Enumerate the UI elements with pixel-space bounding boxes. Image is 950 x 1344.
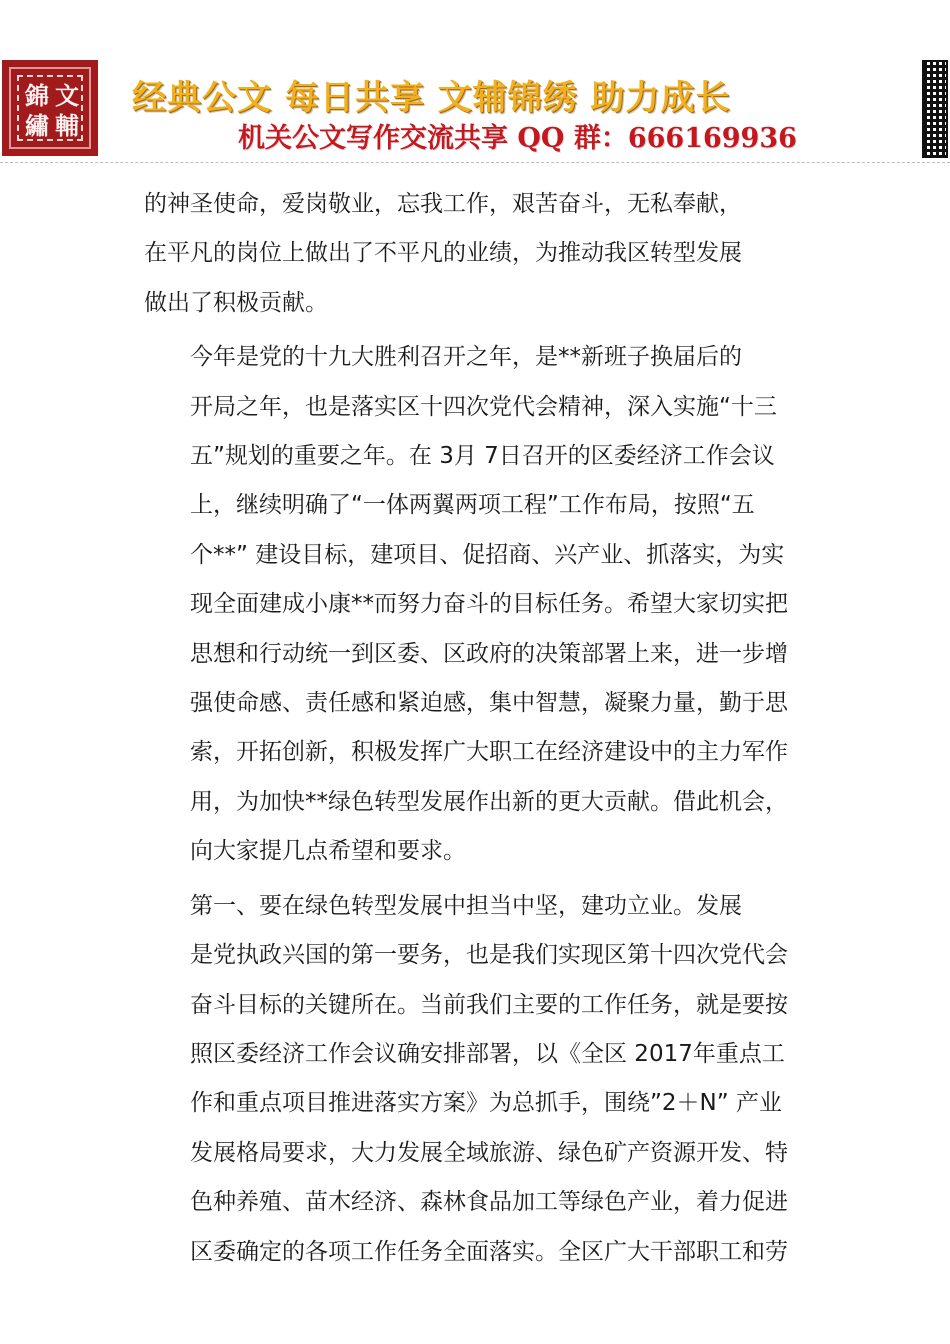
paragraph [144, 180, 814, 328]
seal-char: 繡 [25, 111, 49, 140]
paragraph [144, 882, 814, 1277]
text-line: 作和重点项目推进落实方案》为总抓手，围绕”2＋N” 产业 [190, 1090, 782, 1117]
page-header [0, 0, 950, 163]
qr-code-icon [922, 60, 948, 158]
text-line: 思想和行动统一到区委、区政府的决策部署上来，进一步增 [190, 640, 788, 667]
text-line: 个**” 建设目标，建项目、促招商、兴产业、抓落实，为实 [190, 541, 785, 568]
text-line: 发展格局要求，大力发展全域旅游、绿色矿产资源开发、特 [190, 1139, 788, 1166]
text-line: 区委确定的各项工作任务全面落实。全区广大干部职工和劳 [190, 1238, 788, 1265]
seal-char: 錦 [25, 81, 49, 110]
text-line: 做出了积极贡献。 [144, 289, 328, 316]
paragraph [144, 333, 814, 876]
text-line: 的神圣使命，爱岗敬业，忘我工作，艰苦奋斗，无私奉献， [144, 191, 742, 217]
text-line: 索，开拓创新，积极发挥广大职工在经济建设中的主力军作 [190, 739, 788, 766]
header-slogan: 经典公文 每日共享 文辅锦绣 助力成长 [132, 78, 731, 118]
text-line: 上，继续明确了“一体两翼两项工程”工作布局，按照“五 [190, 492, 755, 519]
seal-logo [2, 60, 98, 156]
document-body [144, 180, 814, 1282]
text-line: 向大家提几点希望和要求。 [190, 838, 466, 865]
text-line: 色种养殖、苗木经济、森林食品加工等绿色产业，着力促进 [190, 1189, 788, 1216]
seal-char: 輔 [55, 111, 79, 140]
text-line: 五”规划的重要之年。在 3月 7日召开的区委经济工作会议 [190, 443, 775, 470]
text-line: 今年是党的十九大胜利召开之年，是**新班子换届后的 [190, 344, 742, 371]
text-line: 现全面建成小康**而努力奋斗的目标任务。希望大家切实把 [190, 591, 788, 618]
qq-group-banner: 机关公文写作交流共享 QQ 群：666169936 [238, 123, 797, 154]
text-line: 开局之年，也是落实区十四次党代会精神，深入实施“十三 [190, 393, 777, 420]
seal-char: 文 [55, 81, 79, 110]
text-line: 照区委经济工作会议确安排部署，以《全区 2017年重点工 [190, 1040, 785, 1067]
text-line: 奋斗目标的关键所在。当前我们主要的工作任务，就是要按 [190, 991, 788, 1018]
text-line: 第一、要在绿色转型发展中担当中坚，建功立业。发展 [190, 892, 742, 919]
text-line: 强使命感、责任感和紧迫感，集中智慧，凝聚力量，勤于思 [190, 690, 788, 717]
text-line: 用，为加快**绿色转型发展作出新的更大贡献。借此机会， [190, 788, 788, 815]
text-line: 是党执政兴国的第一要务，也是我们实现区第十四次党代会 [190, 942, 788, 969]
text-line: 在平凡的岗位上做出了不平凡的业绩，为推动我区转型发展 [144, 240, 742, 267]
